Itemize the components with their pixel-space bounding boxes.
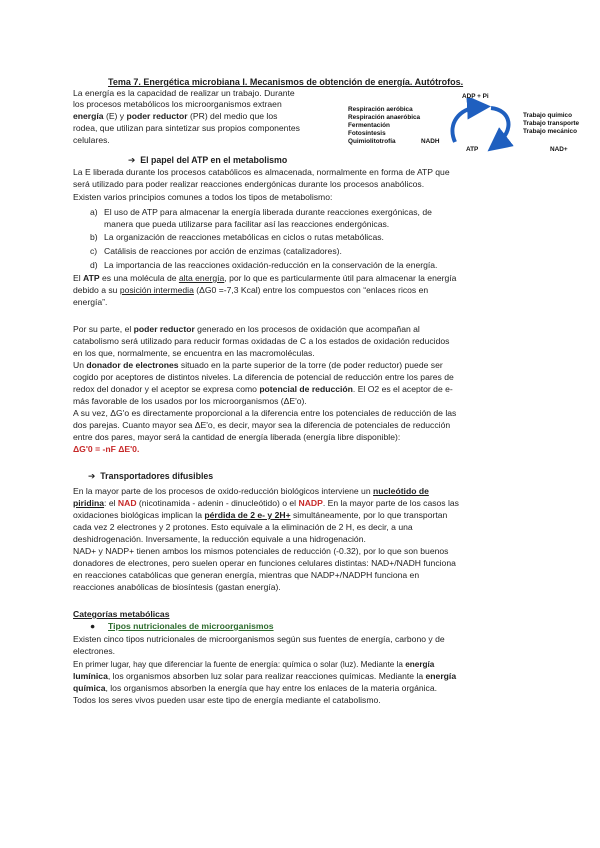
intro-line-2: los procesos metabólicos los microorganismos extraen (73, 99, 282, 109)
intro-line-5: celulares. (73, 135, 110, 145)
diagram-left-label-4: Fotosíntesis (348, 130, 386, 137)
transport-line-8: en reacciones catabólicas que generan energía, mientras que NADP+/NADPH funciona en (73, 570, 420, 580)
tipos-nutricionales-subheading: Tipos nutricionales de microorganismos (108, 621, 274, 631)
reductor-line-5: cogido por aceptores de distintos niveles. La diferencia de potencial de reducción entre los pares de (73, 372, 454, 382)
principle-a-text: El uso de ATP para almacenar la energía liberada durante reacciones exergónicas, de (104, 207, 432, 217)
diagram-nadh-label: NADH (421, 138, 440, 145)
cycle-arrow-left (452, 107, 479, 142)
diagram-left-label-2: Respiración anaeróbica (348, 114, 421, 121)
transport-line-5: deshidrogenación. Inversamente, la reducción equivale a una hidrogenación. (73, 534, 366, 544)
transport-line-4: cada vez 2 electrones y 2 protones. Esto equivale a la eliminación de 2 H, es decir, a una (73, 522, 413, 532)
free-energy-formula: ΔG'0 = -nF ΔE'0. (73, 444, 140, 454)
categorias-heading: Categorías metabólicas (73, 609, 170, 619)
diagram-right-label-2: Trabajo transporte (523, 120, 580, 127)
atp-line-3: Existen varios principios comunes a todos los tipos de metabolismo: (73, 192, 333, 202)
transport-line-6: NAD+ y NADP+ tienen ambos los mismos potenciales de reducción (-0.32), por lo que son buenos (73, 546, 449, 556)
reductor-line-10: entre dos pares, mayor será la cantidad de energía liberada (energía libre disponible): (73, 432, 401, 442)
atp-cycle-diagram (345, 90, 595, 160)
arrow-bullet-icon: ➔ (128, 155, 136, 165)
principle-b-marker: b) (90, 232, 98, 242)
transport-line-1: En la mayor parte de los procesos de oxido-reducción biológicos interviene un nucleótido de (73, 486, 429, 496)
reductor-line-9: dos parejas. Cuanto mayor sea ΔE'o, es decir, mayor sea la diferencia de potenciales de reducción (73, 420, 451, 430)
atp-line-2: será utilizado para poder realizar reacciones endergónicas durante los procesos anabólicos. (73, 179, 425, 189)
arrow-bullet-icon: ➔ (88, 471, 96, 481)
transport-line-7: donadores de electrones, pero suelen operar en funciones celulares distintas: NAD+/NADH funciona (73, 558, 456, 568)
categorias-line-2: electrones. (73, 646, 116, 656)
bullet-dot-icon: ● (90, 621, 96, 631)
cycle-arrows-icon (445, 98, 517, 154)
diagram-right-label-1: Trabajo químico (523, 112, 573, 119)
reductor-line-2: catabolismo será utilizado para reducir formas oxidadas de C a los estados de oxidación reducidos (73, 336, 450, 346)
principle-a-marker: a) (90, 207, 98, 217)
transport-line-9: reacciones anabólicas de biosíntesis (gastan energía). (73, 582, 281, 592)
diagram-left-label-5: Quimiolitotrofía (348, 138, 396, 145)
diagram-left-label-1: Respiración aeróbica (348, 106, 413, 113)
principle-a-text-cont: manera que pueda utilizarse para facilitar así las reacciones endergónicas. (104, 219, 390, 229)
atp-molecule-line-3: energía”. (73, 297, 108, 307)
reductor-line-4: Un donador de electrones situado en la parte superior de la torre (de poder reductor) puede ser (73, 360, 443, 370)
intro-line-3: energía (E) y poder reductor (PR) del medio que los (73, 111, 278, 121)
intro-line-1: La energía es la capacidad de realizar un trabajo. Durante (73, 88, 295, 98)
principle-c-text: Catálisis de reacciones por acción de enzimas (catalizadores). (104, 246, 342, 256)
principle-b-text: La organización de reacciones metabólicas en ciclos o rutas metabólicas. (104, 232, 384, 242)
categorias-line-1: Existen cinco tipos nutricionales de microorganismos según sus fuentes de energía, carbono y de (73, 634, 445, 644)
energia-term: energía (73, 111, 104, 121)
reductor-line-1: Por su parte, el poder reductor generado en los procesos de oxidación que acompañan al (73, 324, 420, 334)
diagram-right-label-3: Trabajo mecánico (523, 128, 577, 135)
transport-line-2: piridina: el NAD (nicotinamida - adenin - dinucleótido) o el NADP. En la mayor parte de los casos las (73, 498, 459, 508)
cycle-arrow-right (491, 108, 508, 144)
atp-line-1: La E liberada durante los procesos catabólicos es almacenada, normalmente en forma de ATP que (73, 167, 450, 177)
diagram-adp-label: ADP + Pi (462, 93, 489, 100)
page-title: Tema 7. Energética microbiana I. Mecanismos de obtención de energía. Autótrofos. (108, 77, 464, 87)
poder-reductor-term: poder reductor (126, 111, 188, 121)
principle-d-text: La importancia de las reacciones oxidación-reducción en la conservación de la energía. (104, 260, 438, 270)
reductor-line-3: en los que, normalmente, se encuentra en las macromoléculas. (73, 348, 315, 358)
reductor-line-7: más favorable de los usados por los microorganismos (ΔE'o). (73, 396, 307, 406)
principle-c-marker: c) (90, 246, 98, 256)
reductor-line-6: redox del donador y el aceptor se expresa como potencial de reducción. El O2 es el aceptor de e- (73, 384, 453, 394)
diagram-nad-label: NAD+ (550, 146, 568, 153)
reductor-line-8: A su vez, ΔG'o es directamente proporcional a la diferencia entre los potenciales de reducción de las (73, 408, 457, 418)
diagram-left-label-3: Fermentación (348, 122, 390, 129)
categorias-line-6: Todos los seres vivos pueden usar este tipo de energía mediante el catabolismo. (73, 695, 381, 705)
transport-heading: ➔ Transportadores difusibles (88, 471, 214, 481)
atp-molecule-line-1: El ATP es una molécula de alta energía, por lo que es particularmente útil para almacenar la energía (73, 273, 457, 283)
atp-molecule-line-2: debido a su posición intermedia (ΔG0 =-7,3 Kcal) entre los compuestos con “enlaces ricos en (73, 285, 429, 295)
categorias-line-3: En primer lugar, hay que diferenciar la fuente de energía: química o solar (luz). Mediante la energía (73, 660, 435, 669)
transport-line-3: oxidaciones biológicas implican la pérdida de 2 e- y 2H+ simultáneamente, por lo que transportan (73, 510, 448, 520)
intro-line-4: rodea, que utilizan para sintetizar sus propios componentes (73, 123, 300, 133)
categorias-line-5: química, los organismos absorben la energía que hay entre los enlaces de la materia orgánica. (73, 683, 438, 693)
principle-d-marker: d) (90, 260, 98, 270)
categorias-line-4: lumínica, los organismos absorben luz solar para realizar reacciones químicas. Mediante la energía (73, 671, 457, 681)
atp-heading: ➔ El papel del ATP en el metabolismo (128, 155, 288, 165)
diagram-atp-label: ATP (466, 146, 479, 153)
